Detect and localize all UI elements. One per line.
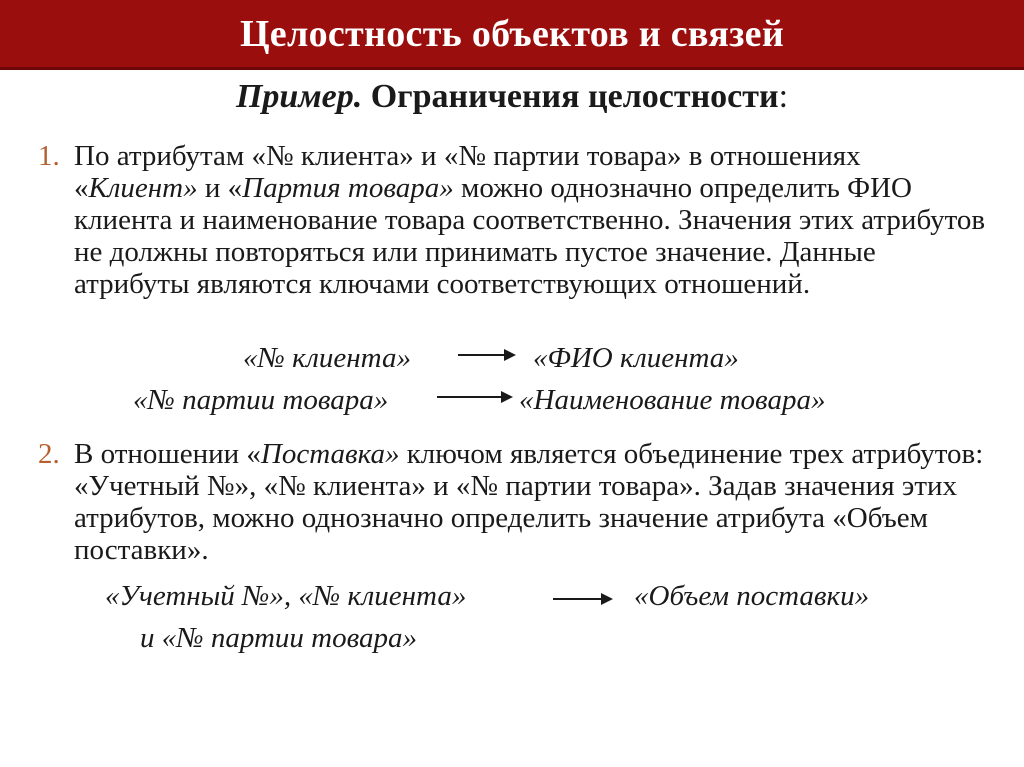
list-number: 2.	[38, 438, 60, 470]
list-item-text	[74, 140, 988, 300]
list-item-2	[38, 438, 988, 566]
list-item-1	[38, 140, 988, 300]
slide-title: Целостность объектов и связей	[239, 12, 785, 55]
text-run: ключом является объединение трех атрибутов: «Учетный №», «№ клиента» и «№ партии товара». Задав значения этих атрибутов, можно однозначно определить значение атрибута «Объем поставки».	[74, 438, 984, 566]
subtitle-italic: Пример.	[235, 78, 363, 115]
text-run: можно однозначно определить ФИО клиента и наименование товара соответственно. Значения этих атрибутов не должны повторяться или принимать пустое значение. Данные атрибуты являются ключами соответствующих отношений.	[74, 172, 986, 300]
text-run: По атрибутам «№ клиента» и «№ партии товара» в отношениях «	[74, 140, 861, 204]
text-run: и «	[197, 172, 243, 204]
list-number: 1.	[38, 140, 60, 172]
arrow-icon	[458, 354, 514, 356]
mapping-from: «Учетный №», «№ клиента»	[105, 580, 467, 612]
mapping-from-continuation: и «№ партии товара»	[140, 622, 417, 654]
mapping-to: «Объем поставки»	[634, 580, 870, 612]
text-run-italic: Клиент»	[88, 172, 198, 204]
subtitle-colon: :	[778, 78, 789, 115]
subtitle-text: Ограничения целостности	[362, 78, 779, 115]
text-run: В отношении «	[74, 438, 261, 470]
text-run-italic: Партия товара»	[242, 172, 454, 204]
text-run-italic: Поставка»	[260, 438, 400, 470]
slide-subtitle	[0, 78, 1024, 116]
list-item-text	[74, 438, 988, 566]
title-bar	[0, 0, 1024, 70]
mapping-from: «№ клиента»	[243, 342, 411, 374]
arrow-icon	[437, 396, 511, 398]
mapping-from: «№ партии товара»	[133, 384, 389, 416]
mapping-to: «Наименование товара»	[519, 384, 826, 416]
arrow-icon	[553, 598, 611, 600]
mapping-to: «ФИО клиента»	[533, 342, 739, 374]
